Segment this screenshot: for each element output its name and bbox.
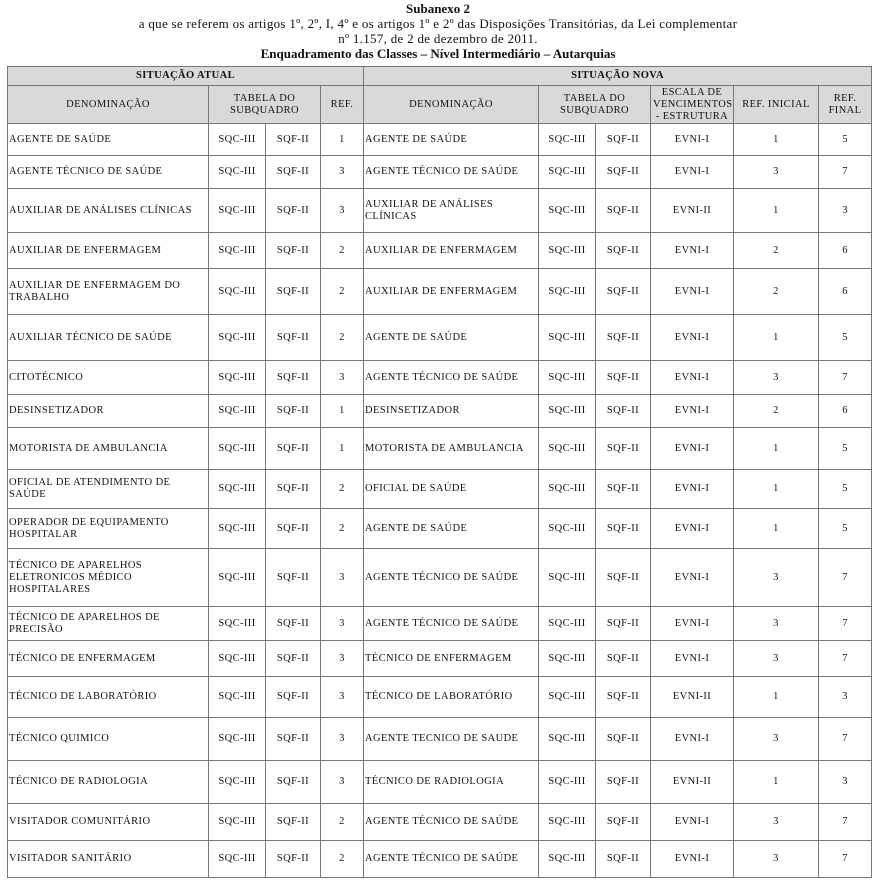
cell-ref-inicial: 3 [734,718,819,761]
cell-sqc-nova: SQC-III [539,804,596,841]
cell-sqc-nova: SQC-III [539,607,596,641]
cell-ref-inicial: 2 [734,395,819,428]
cell-escala: EVNI-I [651,395,734,428]
cell-sqf-nova: SQF-II [596,156,651,189]
cell-sqf-atual: SQF-II [266,315,321,361]
cell-ref-inicial: 1 [734,470,819,509]
cell-escala: EVNI-II [651,677,734,718]
cell-denominacao-atual: TÉCNICO DE ENFERMAGEM [8,641,209,677]
cell-denominacao-nova: AGENTE DE SAÚDE [364,124,539,156]
cell-ref-final: 7 [819,718,872,761]
cell-escala: EVNI-I [651,156,734,189]
cell-ref-final: 7 [819,841,872,878]
table-row [8,677,872,718]
cell-ref-inicial: 3 [734,641,819,677]
cell-denominacao-nova: TÉCNICO DE LABORATÓRIO [364,677,539,718]
cell-sqc-atual: SQC-III [209,156,266,189]
group-header-atual: SITUAÇÃO ATUAL [8,67,364,86]
cell-sqc-nova: SQC-III [539,361,596,395]
cell-ref-inicial: 1 [734,124,819,156]
cell-denominacao-nova: AGENTE TÉCNICO DE SAÚDE [364,804,539,841]
cell-sqf-atual: SQF-II [266,233,321,269]
table-row [8,124,872,156]
table-row [8,189,872,233]
cell-ref-atual: 2 [321,315,364,361]
cell-ref-inicial: 3 [734,361,819,395]
cell-denominacao-nova: DESINSETIZADOR [364,395,539,428]
cell-ref-final: 7 [819,156,872,189]
document-subtitle-line2: nº 1.157, de 2 de dezembro de 2011. [338,31,538,46]
table-row [8,509,872,549]
cell-sqc-atual: SQC-III [209,189,266,233]
cell-sqf-atual: SQF-II [266,189,321,233]
cell-sqf-atual: SQF-II [266,269,321,315]
cell-ref-atual: 2 [321,233,364,269]
cell-denominacao-atual: MOTORISTA DE AMBULANCIA [8,428,209,470]
document-title: Subanexo 2 [406,1,470,16]
cell-sqc-nova: SQC-III [539,718,596,761]
cell-denominacao-nova: AUXILIAR DE ANÁLISES CLÍNICAS [364,189,539,233]
table-row [8,549,872,607]
cell-sqf-atual: SQF-II [266,549,321,607]
cell-sqf-atual: SQF-II [266,470,321,509]
cell-escala: EVNI-I [651,718,734,761]
cell-ref-inicial: 2 [734,233,819,269]
cell-sqc-nova: SQC-III [539,315,596,361]
cell-sqf-atual: SQF-II [266,718,321,761]
cell-ref-atual: 3 [321,189,364,233]
cell-ref-inicial: 2 [734,269,819,315]
table-row [8,641,872,677]
col-tabela-atual: TABELA DO SUBQUADRO [209,86,321,124]
table-row [8,607,872,641]
table-row [8,470,872,509]
cell-escala: EVNI-I [651,269,734,315]
cell-sqc-nova: SQC-III [539,124,596,156]
cell-sqc-atual: SQC-III [209,761,266,804]
cell-ref-atual: 2 [321,509,364,549]
cell-sqf-atual: SQF-II [266,804,321,841]
col-escala: ESCALA DE VENCIMENTOS - ESTRUTURA [651,86,734,124]
table-row [8,361,872,395]
table-row [8,315,872,361]
cell-sqf-atual: SQF-II [266,156,321,189]
cell-denominacao-nova: AGENTE TÉCNICO DE SAÚDE [364,841,539,878]
cell-ref-final: 3 [819,677,872,718]
cell-sqc-atual: SQC-III [209,124,266,156]
cell-sqc-atual: SQC-III [209,509,266,549]
cell-sqf-atual: SQF-II [266,841,321,878]
cell-sqf-atual: SQF-II [266,361,321,395]
cell-sqc-nova: SQC-III [539,677,596,718]
cell-denominacao-nova: AGENTE TECNICO DE SAUDE [364,718,539,761]
cell-ref-inicial: 1 [734,315,819,361]
cell-sqc-atual: SQC-III [209,315,266,361]
cell-sqc-nova: SQC-III [539,841,596,878]
cell-denominacao-atual: OFICIAL DE ATENDIMENTO DE SAÚDE [8,470,209,509]
cell-sqf-nova: SQF-II [596,607,651,641]
cell-denominacao-atual: DESINSETIZADOR [8,395,209,428]
col-denominacao-nova: DENOMINAÇÃO [364,86,539,124]
cell-denominacao-nova: AGENTE TÉCNICO DE SAÚDE [364,156,539,189]
cell-sqc-atual: SQC-III [209,269,266,315]
cell-denominacao-atual: CITOTÉCNICO [8,361,209,395]
cell-denominacao-atual: OPERADOR DE EQUIPAMENTO HOSPITALAR [8,509,209,549]
cell-ref-atual: 2 [321,841,364,878]
cell-sqf-atual: SQF-II [266,677,321,718]
cell-ref-atual: 3 [321,361,364,395]
cell-escala: EVNI-I [651,124,734,156]
col-ref-atual: REF. [321,86,364,124]
cell-sqc-atual: SQC-III [209,470,266,509]
cell-denominacao-atual: AUXILIAR DE ANÁLISES CLÍNICAS [8,189,209,233]
cell-sqf-atual: SQF-II [266,428,321,470]
cell-ref-inicial: 3 [734,549,819,607]
cell-escala: EVNI-II [651,761,734,804]
cell-escala: EVNI-I [651,549,734,607]
cell-denominacao-atual: AUXILIAR DE ENFERMAGEM [8,233,209,269]
cell-sqc-nova: SQC-III [539,549,596,607]
cell-ref-final: 5 [819,124,872,156]
cell-sqf-nova: SQF-II [596,124,651,156]
cell-escala: EVNI-II [651,189,734,233]
cell-ref-final: 7 [819,549,872,607]
cell-ref-atual: 1 [321,395,364,428]
cell-sqf-nova: SQF-II [596,428,651,470]
col-ref-final: REF. FINAL [819,86,872,124]
cell-ref-final: 7 [819,607,872,641]
cell-escala: EVNI-I [651,315,734,361]
cell-sqc-atual: SQC-III [209,804,266,841]
col-ref-inicial: REF. INICIAL [734,86,819,124]
cell-ref-atual: 1 [321,124,364,156]
cell-sqf-atual: SQF-II [266,607,321,641]
cell-denominacao-nova: AUXILIAR DE ENFERMAGEM [364,269,539,315]
cell-sqc-atual: SQC-III [209,677,266,718]
cell-denominacao-nova: AGENTE TÉCNICO DE SAÚDE [364,549,539,607]
cell-denominacao-atual: TÉCNICO DE LABORATÓRIO [8,677,209,718]
cell-ref-final: 6 [819,233,872,269]
cell-ref-final: 5 [819,428,872,470]
cell-ref-inicial: 1 [734,677,819,718]
cell-ref-atual: 3 [321,718,364,761]
cell-sqc-nova: SQC-III [539,641,596,677]
cell-ref-atual: 1 [321,428,364,470]
cell-sqf-atual: SQF-II [266,124,321,156]
table-row [8,395,872,428]
cell-denominacao-nova: AGENTE TÉCNICO DE SAÚDE [364,361,539,395]
cell-ref-atual: 3 [321,607,364,641]
cell-denominacao-atual: AGENTE TÉCNICO DE SAÚDE [8,156,209,189]
cell-sqf-nova: SQF-II [596,761,651,804]
cell-ref-final: 7 [819,361,872,395]
cell-denominacao-atual: AUXILIAR DE ENFERMAGEM DO TRABALHO [8,269,209,315]
cell-ref-final: 5 [819,470,872,509]
cell-ref-final: 3 [819,189,872,233]
cell-denominacao-nova: TÉCNICO DE RADIOLOGIA [364,761,539,804]
cell-sqf-atual: SQF-II [266,761,321,804]
cell-denominacao-atual: AUXILIAR TÉCNICO DE SAÚDE [8,315,209,361]
cell-escala: EVNI-I [651,841,734,878]
cell-denominacao-atual: TÉCNICO DE RADIOLOGIA [8,761,209,804]
cell-sqf-atual: SQF-II [266,641,321,677]
cell-sqc-nova: SQC-III [539,761,596,804]
cell-ref-inicial: 3 [734,156,819,189]
cell-sqc-atual: SQC-III [209,718,266,761]
cell-denominacao-nova: AUXILIAR DE ENFERMAGEM [364,233,539,269]
cell-sqf-atual: SQF-II [266,395,321,428]
cell-sqc-nova: SQC-III [539,395,596,428]
cell-denominacao-atual: TÉCNICO DE APARELHOS DE PRECISÃO [8,607,209,641]
cell-sqf-nova: SQF-II [596,395,651,428]
cell-escala: EVNI-I [651,470,734,509]
cell-sqf-nova: SQF-II [596,549,651,607]
table-row [8,841,872,878]
cell-sqc-nova: SQC-III [539,189,596,233]
cell-escala: EVNI-I [651,233,734,269]
cell-ref-atual: 3 [321,761,364,804]
cell-denominacao-nova: OFICIAL DE SAÚDE [364,470,539,509]
cell-ref-inicial: 1 [734,509,819,549]
cell-sqc-atual: SQC-III [209,841,266,878]
table-row [8,233,872,269]
cell-sqf-nova: SQF-II [596,641,651,677]
cell-sqf-nova: SQF-II [596,189,651,233]
cell-denominacao-nova: AGENTE DE SAÚDE [364,509,539,549]
cell-denominacao-atual: AGENTE DE SAÚDE [8,124,209,156]
cell-sqf-nova: SQF-II [596,804,651,841]
cell-ref-atual: 3 [321,677,364,718]
table-row [8,156,872,189]
cell-sqc-nova: SQC-III [539,269,596,315]
cell-ref-final: 7 [819,641,872,677]
table-row [8,428,872,470]
cell-sqf-nova: SQF-II [596,470,651,509]
table-row [8,718,872,761]
cell-denominacao-nova: AGENTE DE SAÚDE [364,315,539,361]
cell-sqf-nova: SQF-II [596,677,651,718]
cell-sqc-atual: SQC-III [209,641,266,677]
cell-sqc-atual: SQC-III [209,549,266,607]
cell-ref-inicial: 3 [734,804,819,841]
cell-ref-inicial: 1 [734,189,819,233]
cell-sqc-atual: SQC-III [209,395,266,428]
cell-denominacao-nova: TÉCNICO DE ENFERMAGEM [364,641,539,677]
cell-escala: EVNI-I [651,509,734,549]
cell-escala: EVNI-I [651,428,734,470]
cell-ref-final: 7 [819,804,872,841]
table-row [8,269,872,315]
cell-denominacao-atual: TÉCNICO DE APARELHOS ELETRONICOS MÉDICO HOSPITALARES [8,549,209,607]
classification-table [7,66,872,878]
cell-sqf-nova: SQF-II [596,361,651,395]
cell-denominacao-atual: VISITADOR SANITÁRIO [8,841,209,878]
cell-denominacao-nova: AGENTE TÉCNICO DE SAÚDE [364,607,539,641]
col-denominacao-atual: DENOMINAÇÃO [8,86,209,124]
cell-denominacao-nova: MOTORISTA DE AMBULANCIA [364,428,539,470]
cell-sqf-nova: SQF-II [596,841,651,878]
cell-escala: EVNI-I [651,607,734,641]
cell-escala: EVNI-I [651,361,734,395]
document-header [0,1,876,61]
cell-sqc-atual: SQC-III [209,428,266,470]
cell-sqf-atual: SQF-II [266,509,321,549]
cell-ref-inicial: 1 [734,428,819,470]
cell-sqf-nova: SQF-II [596,269,651,315]
cell-sqc-nova: SQC-III [539,428,596,470]
cell-escala: EVNI-I [651,804,734,841]
table-row [8,761,872,804]
cell-sqf-nova: SQF-II [596,509,651,549]
cell-denominacao-atual: VISITADOR COMUNITÁRIO [8,804,209,841]
cell-sqf-nova: SQF-II [596,315,651,361]
cell-ref-final: 3 [819,761,872,804]
cell-sqc-atual: SQC-III [209,233,266,269]
cell-sqc-nova: SQC-III [539,156,596,189]
cell-sqf-nova: SQF-II [596,233,651,269]
table-title: Enquadramento das Classes – Nível Intermediário – Autarquias [260,46,616,61]
cell-ref-atual: 3 [321,156,364,189]
col-tabela-nova: TABELA DO SUBQUADRO [539,86,651,124]
cell-ref-final: 6 [819,269,872,315]
group-header-nova: SITUAÇÃO NOVA [364,67,872,86]
cell-ref-inicial: 3 [734,841,819,878]
cell-ref-atual: 3 [321,549,364,607]
cell-ref-atual: 2 [321,470,364,509]
cell-ref-atual: 2 [321,269,364,315]
cell-ref-final: 5 [819,315,872,361]
cell-ref-final: 6 [819,395,872,428]
cell-sqc-nova: SQC-III [539,233,596,269]
cell-ref-inicial: 3 [734,607,819,641]
table-body [8,124,872,878]
cell-escala: EVNI-I [651,641,734,677]
cell-sqc-atual: SQC-III [209,607,266,641]
cell-sqc-nova: SQC-III [539,509,596,549]
cell-sqf-nova: SQF-II [596,718,651,761]
table-row [8,804,872,841]
cell-denominacao-atual: TÉCNICO QUIMICO [8,718,209,761]
cell-ref-inicial: 1 [734,761,819,804]
cell-sqc-nova: SQC-III [539,470,596,509]
cell-ref-atual: 2 [321,804,364,841]
cell-ref-atual: 3 [321,641,364,677]
cell-sqc-atual: SQC-III [209,361,266,395]
document-subtitle-line1: a que se referem os artigos 1º, 2º, I, 4º e os artigos 1º e 2º das Disposições Transitórias, da Lei complementar [138,16,738,31]
cell-ref-final: 5 [819,509,872,549]
